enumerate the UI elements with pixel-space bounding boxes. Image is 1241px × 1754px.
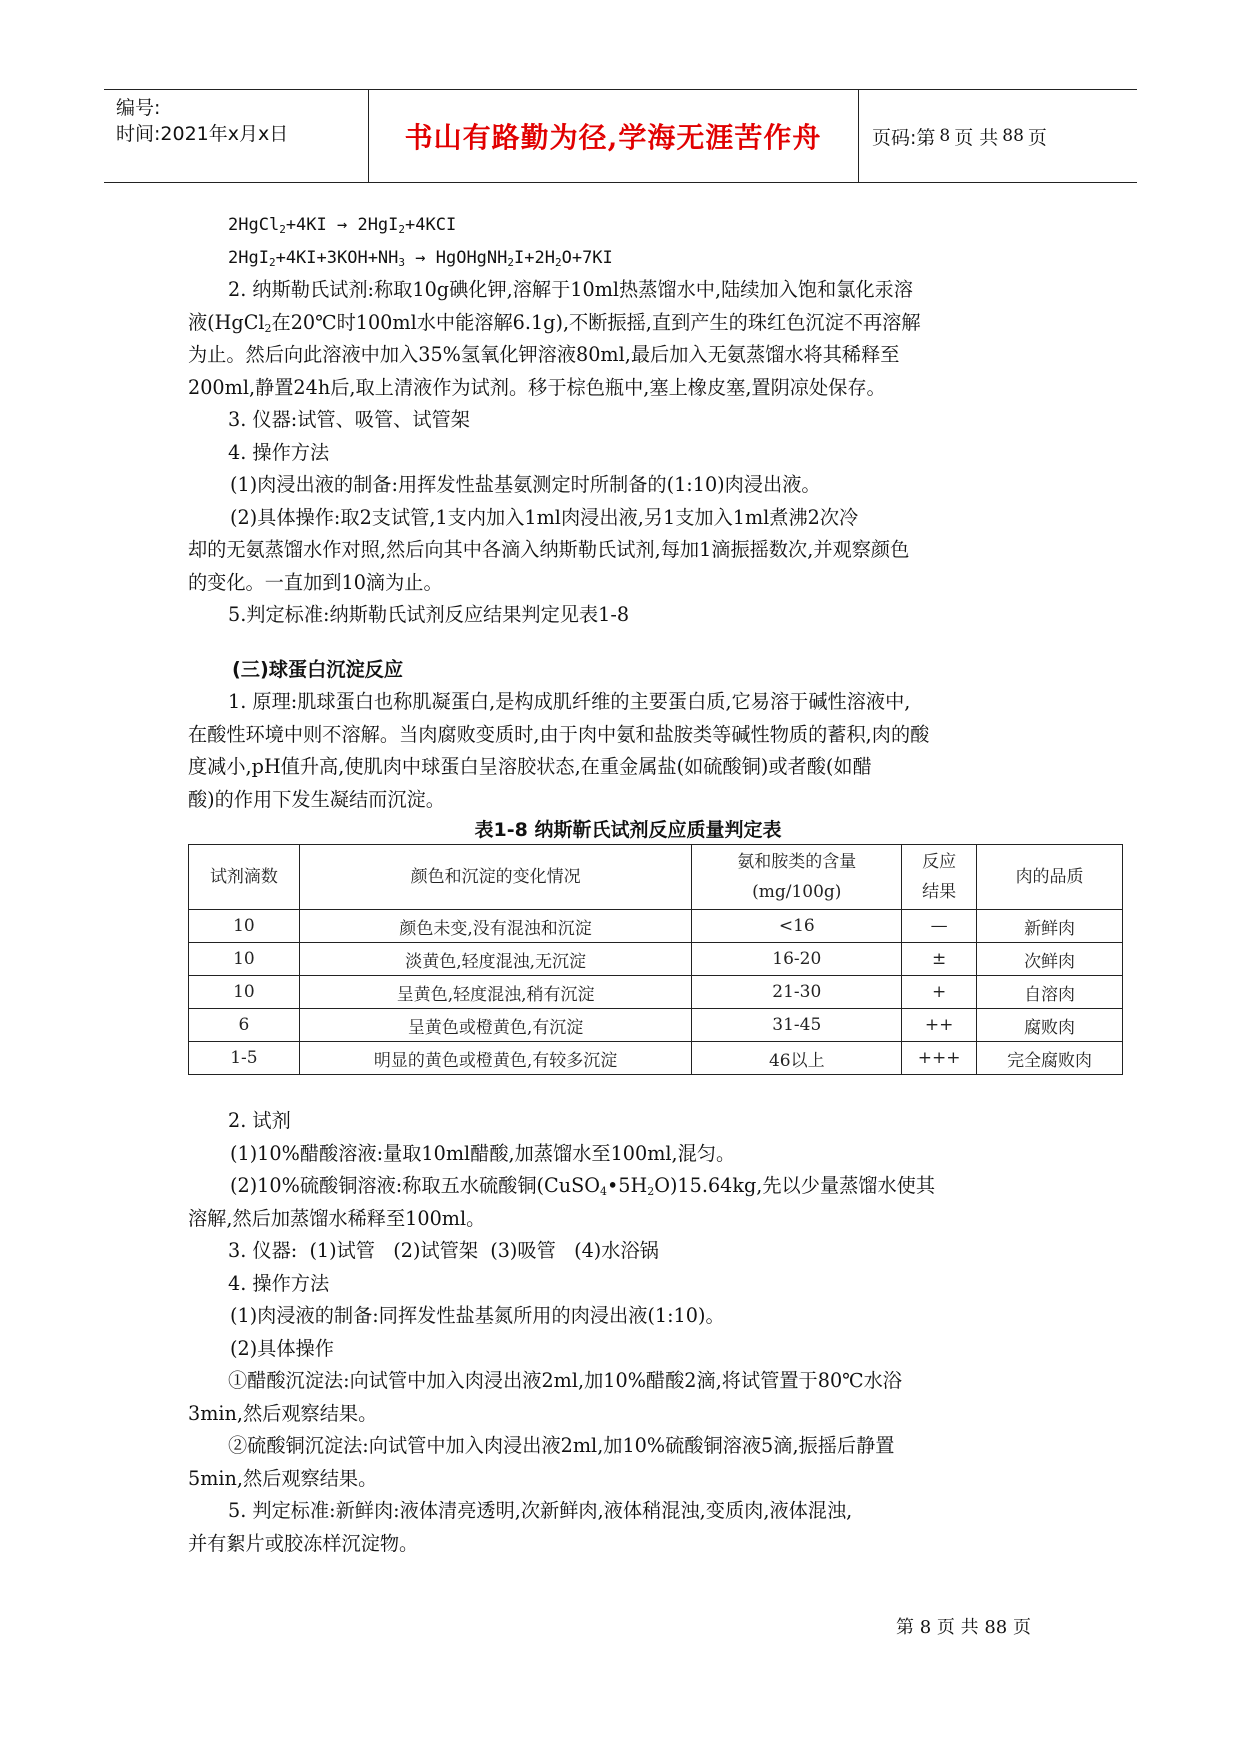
document-body xyxy=(188,209,1093,1560)
page-footer: 第 8 页 共 88 页 xyxy=(896,1617,1031,1638)
page-header xyxy=(104,89,1137,183)
table-cell: 自溶肉 xyxy=(977,976,1123,1009)
paragraph-line: 2. 试剂 xyxy=(228,1109,291,1132)
doc-code-label: 编号: xyxy=(116,97,161,119)
paragraph-line: 液(HgCl$_2$在20℃时100ml水中能溶解6.1g),不断振摇,直到产生的珠红色沉淀不再溶解 xyxy=(188,310,921,335)
paragraph-line: ②硫酸铜沉淀法:向试管中加入肉浸出液2ml,加10%硫酸铜溶液5滴,振摇后静置 xyxy=(228,1434,895,1457)
table-cell: — xyxy=(902,910,977,943)
table-header-cell: 颜色和沉淀的变化情况 xyxy=(299,845,691,910)
paragraph-line: 5. 判定标准:新鲜肉:液体清亮透明,次新鲜肉,液体稍混浊,变质肉,液体混浊, xyxy=(228,1499,853,1522)
paragraph-line: ①醋酸沉淀法:向试管中加入肉浸出液2ml,加10%醋酸2滴,将试管置于80℃水浴 xyxy=(228,1369,902,1392)
paragraph-line: 5.判定标准:纳斯勒氏试剂反应结果判定见表1-8 xyxy=(228,603,630,626)
doc-time-label: 时间:2021年x月x日 xyxy=(116,123,289,145)
table-row xyxy=(189,1009,1123,1042)
paragraph-line: 4. 操作方法 xyxy=(228,1271,330,1295)
table-row xyxy=(189,910,1123,943)
paragraph-line: 200ml,静置24h后,取上清液作为试剂。移于棕色瓶中,塞上橡皮塞,置阴凉处保存。 xyxy=(188,375,886,399)
header-motto: 书山有路勤为径,学海无涯苦作舟 xyxy=(404,121,822,154)
table-row xyxy=(189,976,1123,1009)
paragraph-line: (2)具体操作 xyxy=(230,1336,334,1360)
paragraph-line: 1. 原理:肌球蛋白也称肌凝蛋白,是构成肌纤维的主要蛋白质,它易溶于碱性溶液中, xyxy=(228,690,911,713)
table-cell: 颜色未变,没有混浊和沉淀 xyxy=(299,910,691,943)
table-cell: 46以上 xyxy=(692,1042,902,1075)
table-cell: 新鲜肉 xyxy=(977,910,1123,943)
table-cell: +++ xyxy=(902,1042,977,1075)
table-header-cell: 试剂滴数 xyxy=(189,845,300,910)
table-cell: 次鲜肉 xyxy=(977,943,1123,976)
paragraph-line: (1)肉浸液的制备:同挥发性盐基氮所用的肉浸出液(1:10)。 xyxy=(230,1304,725,1327)
section-heading: (三)球蛋白沉淀反应 xyxy=(232,657,404,681)
table-cell: 完全腐败肉 xyxy=(977,1042,1123,1075)
page-total: 88 xyxy=(1002,126,1024,146)
equation-2: $2HgI_2+4KI+3KOH+NH_3$ → $HgOHgNH_2I+2H_2O+7KI$ xyxy=(228,247,613,269)
paragraph-line: 3. 仪器:试管、吸管、试管架 xyxy=(228,408,470,431)
table-caption: 表1-8 纳斯靳氏试剂反应质量判定表 xyxy=(474,819,782,841)
table-cell: 21-30 xyxy=(692,976,902,1009)
table-cell: 腐败肉 xyxy=(977,1009,1123,1042)
paragraph-line: (1)10%醋酸溶液:量取10ml醋酸,加蒸馏水至100ml,混匀。 xyxy=(230,1141,736,1165)
table-cell: 31-45 xyxy=(692,1009,902,1042)
paragraph-line: (2)10%硫酸铜溶液:称取五水硫酸铜$(CuSO_4•5H_2O)15.64kg$,先以少量蒸馏水使其 xyxy=(230,1174,936,1198)
table-header-cell: 反应 结果 xyxy=(902,845,977,910)
paragraph-line: 5min,然后观察结果。 xyxy=(188,1466,378,1490)
table-cell: ± xyxy=(902,943,977,976)
table-cell: 10 xyxy=(189,910,300,943)
paragraph-line: (1)肉浸出液的制备:用挥发性盐基氨测定时所制备的(1:10)肉浸出液。 xyxy=(230,473,821,496)
paragraph-line: 并有絮片或胶冻样沉淀物。 xyxy=(188,1531,419,1555)
paragraph-line: 3min,然后观察结果。 xyxy=(188,1401,378,1425)
header-divider xyxy=(858,90,859,182)
table-cell: 1-5 xyxy=(189,1042,300,1075)
table-cell: 10 xyxy=(189,976,300,1009)
table-header-row xyxy=(189,845,1123,910)
paragraph-line: 在酸性环境中则不溶解。当肉腐败变质时,由于肉中氨和盐胺类等碱性物质的蓄积,肉的酸 xyxy=(188,722,930,746)
header-meta xyxy=(116,90,366,182)
paragraph-line: 2. 纳斯勒氏试剂:称取10g碘化钾,溶解于10ml热蒸馏水中,陆续加入饱和氯化汞溶 xyxy=(228,278,913,301)
equation-1: 2HgCl$_2$+4KI → 2HgI$_2$+4KCI xyxy=(228,215,457,236)
header-page-info xyxy=(872,90,1137,182)
paragraph-line: 4. 操作方法 xyxy=(228,440,330,464)
table-cell: 呈黄色或橙黄色,有沉淀 xyxy=(299,1009,691,1042)
table-cell: <16 xyxy=(692,910,902,943)
paragraph-line: 溶解,然后加蒸馏水稀释至100ml。 xyxy=(188,1206,486,1230)
paragraph-line: 3. 仪器: (1)试管 (2)试管架 (3)吸管 (4)水浴锅 xyxy=(228,1239,659,1262)
table-cell: 10 xyxy=(189,943,300,976)
page-prefix: 页码:第 xyxy=(872,126,936,149)
table-row xyxy=(189,943,1123,976)
paragraph-line: 的变化。一直加到10滴为止。 xyxy=(188,570,443,594)
table-header-cell: 肉的品质 xyxy=(977,845,1123,910)
paragraph-line: 为止。然后向此溶液中加入35%氢氧化钾溶液80ml,最后加入无氨蒸馏水将其稀释至 xyxy=(188,343,900,366)
table-cell: ++ xyxy=(902,1009,977,1042)
paragraph-line: (2)具体操作:取2支试管,1支内加入1ml肉浸出液,另1支加入1ml煮沸2次冷 xyxy=(230,505,859,529)
table-cell: 淡黄色,轻度混浊,无沉淀 xyxy=(299,943,691,976)
table-cell: + xyxy=(902,976,977,1009)
paragraph-line: 酸)的作用下发生凝结而沉淀。 xyxy=(188,787,445,811)
table-cell: 呈黄色,轻度混浊,稍有沉淀 xyxy=(299,976,691,1009)
table-header-cell: 氨和胺类的含量 (mg/100g) xyxy=(692,845,902,910)
table-cell: 明显的黄色或橙黄色,有较多沉淀 xyxy=(299,1042,691,1075)
page-suffix: 页 xyxy=(1027,126,1047,149)
table-cell: 6 xyxy=(189,1009,300,1042)
table-row xyxy=(189,1042,1123,1075)
paragraph-line: 度减小,pH值升高,使肌肉中球蛋白呈溶胶状态,在重金属盐(如硫酸铜)或者酸(如醋 xyxy=(188,755,872,778)
paragraph-line: 却的无氨蒸馏水作对照,然后向其中各滴入纳斯勒氏试剂,每加1滴振摇数次,并观察颜色 xyxy=(188,538,910,561)
page-number: 8 xyxy=(939,126,951,146)
page-mid: 页 共 xyxy=(954,126,999,149)
quality-table xyxy=(188,844,1123,1075)
table-cell: 16-20 xyxy=(692,943,902,976)
